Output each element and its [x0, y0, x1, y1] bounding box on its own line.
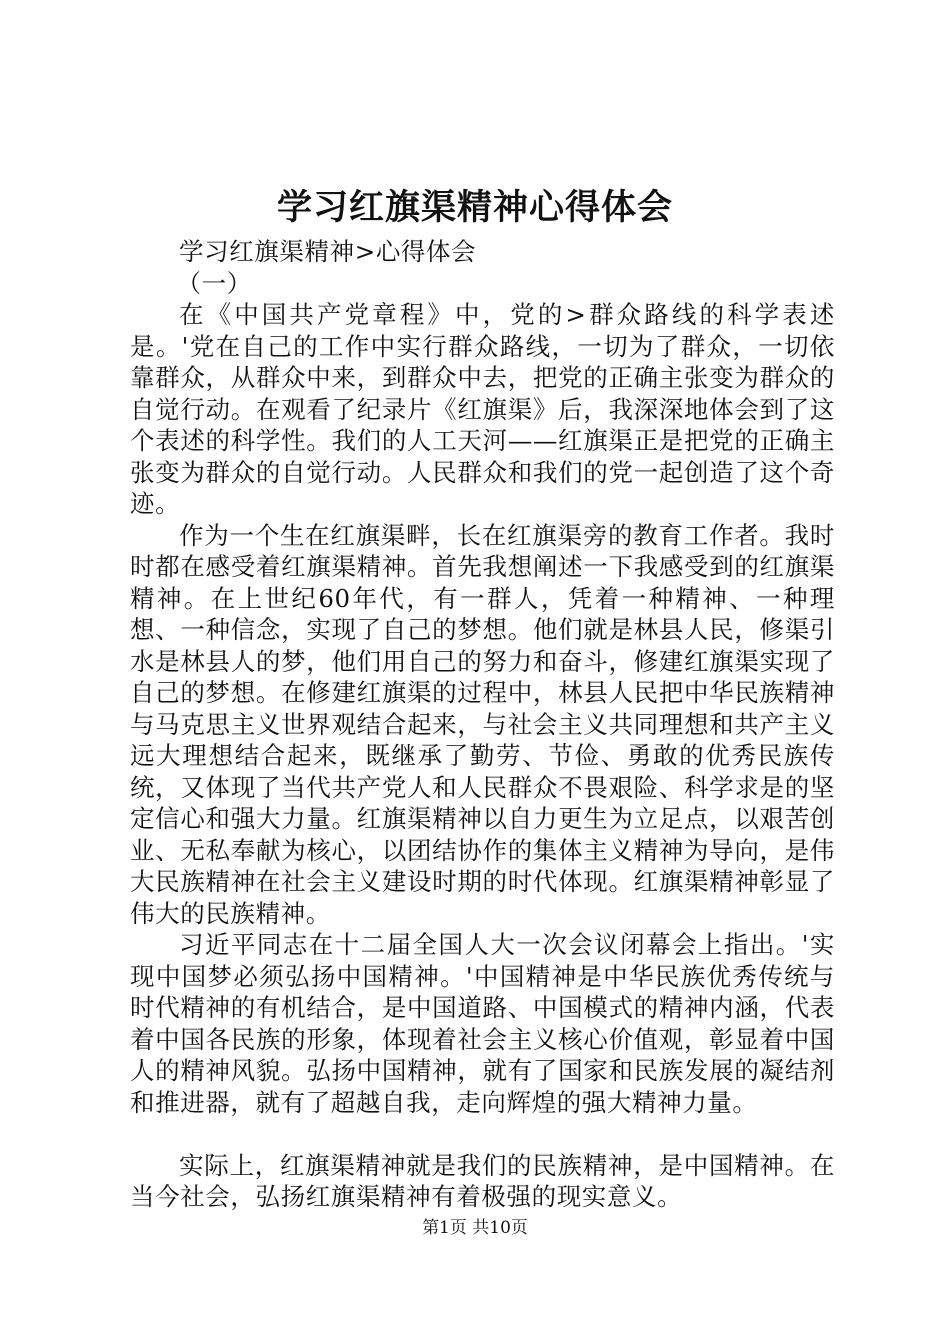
paragraph-chinese-spirit: 习近平同志在十二届全国人大一次会议闭幕会上指出。'实现中国梦必须弘扬中国精神。'中国精神是中华民族优秀传统与时代精神的有机结合，是中国道路、中国模式的精神内涵，代表着中国各民族的形象，体现着社会主义核心价值观，彰显着中国人的精神风貌。弘扬中国精神，就有了国家和民族发展的凝结剂和推进器，就有了超越自我，走向辉煌的强大精神力量。: [130, 930, 835, 1117]
paragraph-party-constitution: 在《中国共产党章程》中，党的>群众路线的科学表述是。'党在自己的工作中实行群众路线，一切为了群众，一切依靠群众，从群众中来，到群众中去，把党的正确主张变为群众的自觉行动。在观看了纪录片《红旗渠》后，我深深地体会到了这个表述的科学性。我们的人工天河——红旗渠正是把党的正确主张变为群众的自觉行动。人民群众和我们的党一起创造了这个奇迹。: [130, 300, 835, 518]
paragraph-hongqiqu-spirit: 作为一个生在红旗渠畔，长在红旗渠旁的教育工作者。我时时都在感受着红旗渠精神。首先我想阐述一下我感受到的红旗渠精神。在上世纪60年代，有一群人，凭着一种精神、一种理想、一种信念，实现了自己的梦想。他们就是林县人民，修渠引水是林县人的梦，他们用自己的努力和奋斗，修建红旗渠实现了自己的梦想。在修建红旗渠的过程中，林县人民把中华民族精神与马克思主义世界观结合起来，与社会主义共同理想和共产主义远大理想结合起来，既继承了勤劳、节俭、勇敢的优秀民族传统，又体现了当代共产党人和人民群众不畏艰险、科学求是的坚定信心和强大力量。红旗渠精神以自力更生为立足点，以艰苦创业、无私奉献为核心，以团结协作的集体主义精神为导向，是伟大民族精神在社会主义建设时期的时代体现。红旗渠精神彰显了伟大的民族精神。: [130, 520, 835, 928]
document-title: 学习红旗渠精神心得体会: [276, 187, 673, 228]
paragraph-conclusion: 实际上，红旗渠精神就是我们的民族精神，是中国精神。在当今社会，弘扬红旗渠精神有着极强的现实意义。: [130, 1150, 835, 1211]
subtitle-line: 学习红旗渠精神>心得体会: [179, 237, 477, 266]
section-number: （一）: [176, 268, 252, 298]
page-number-footer: 第1页 共10页: [422, 1218, 528, 1238]
document-body: [130, 236, 835, 1213]
